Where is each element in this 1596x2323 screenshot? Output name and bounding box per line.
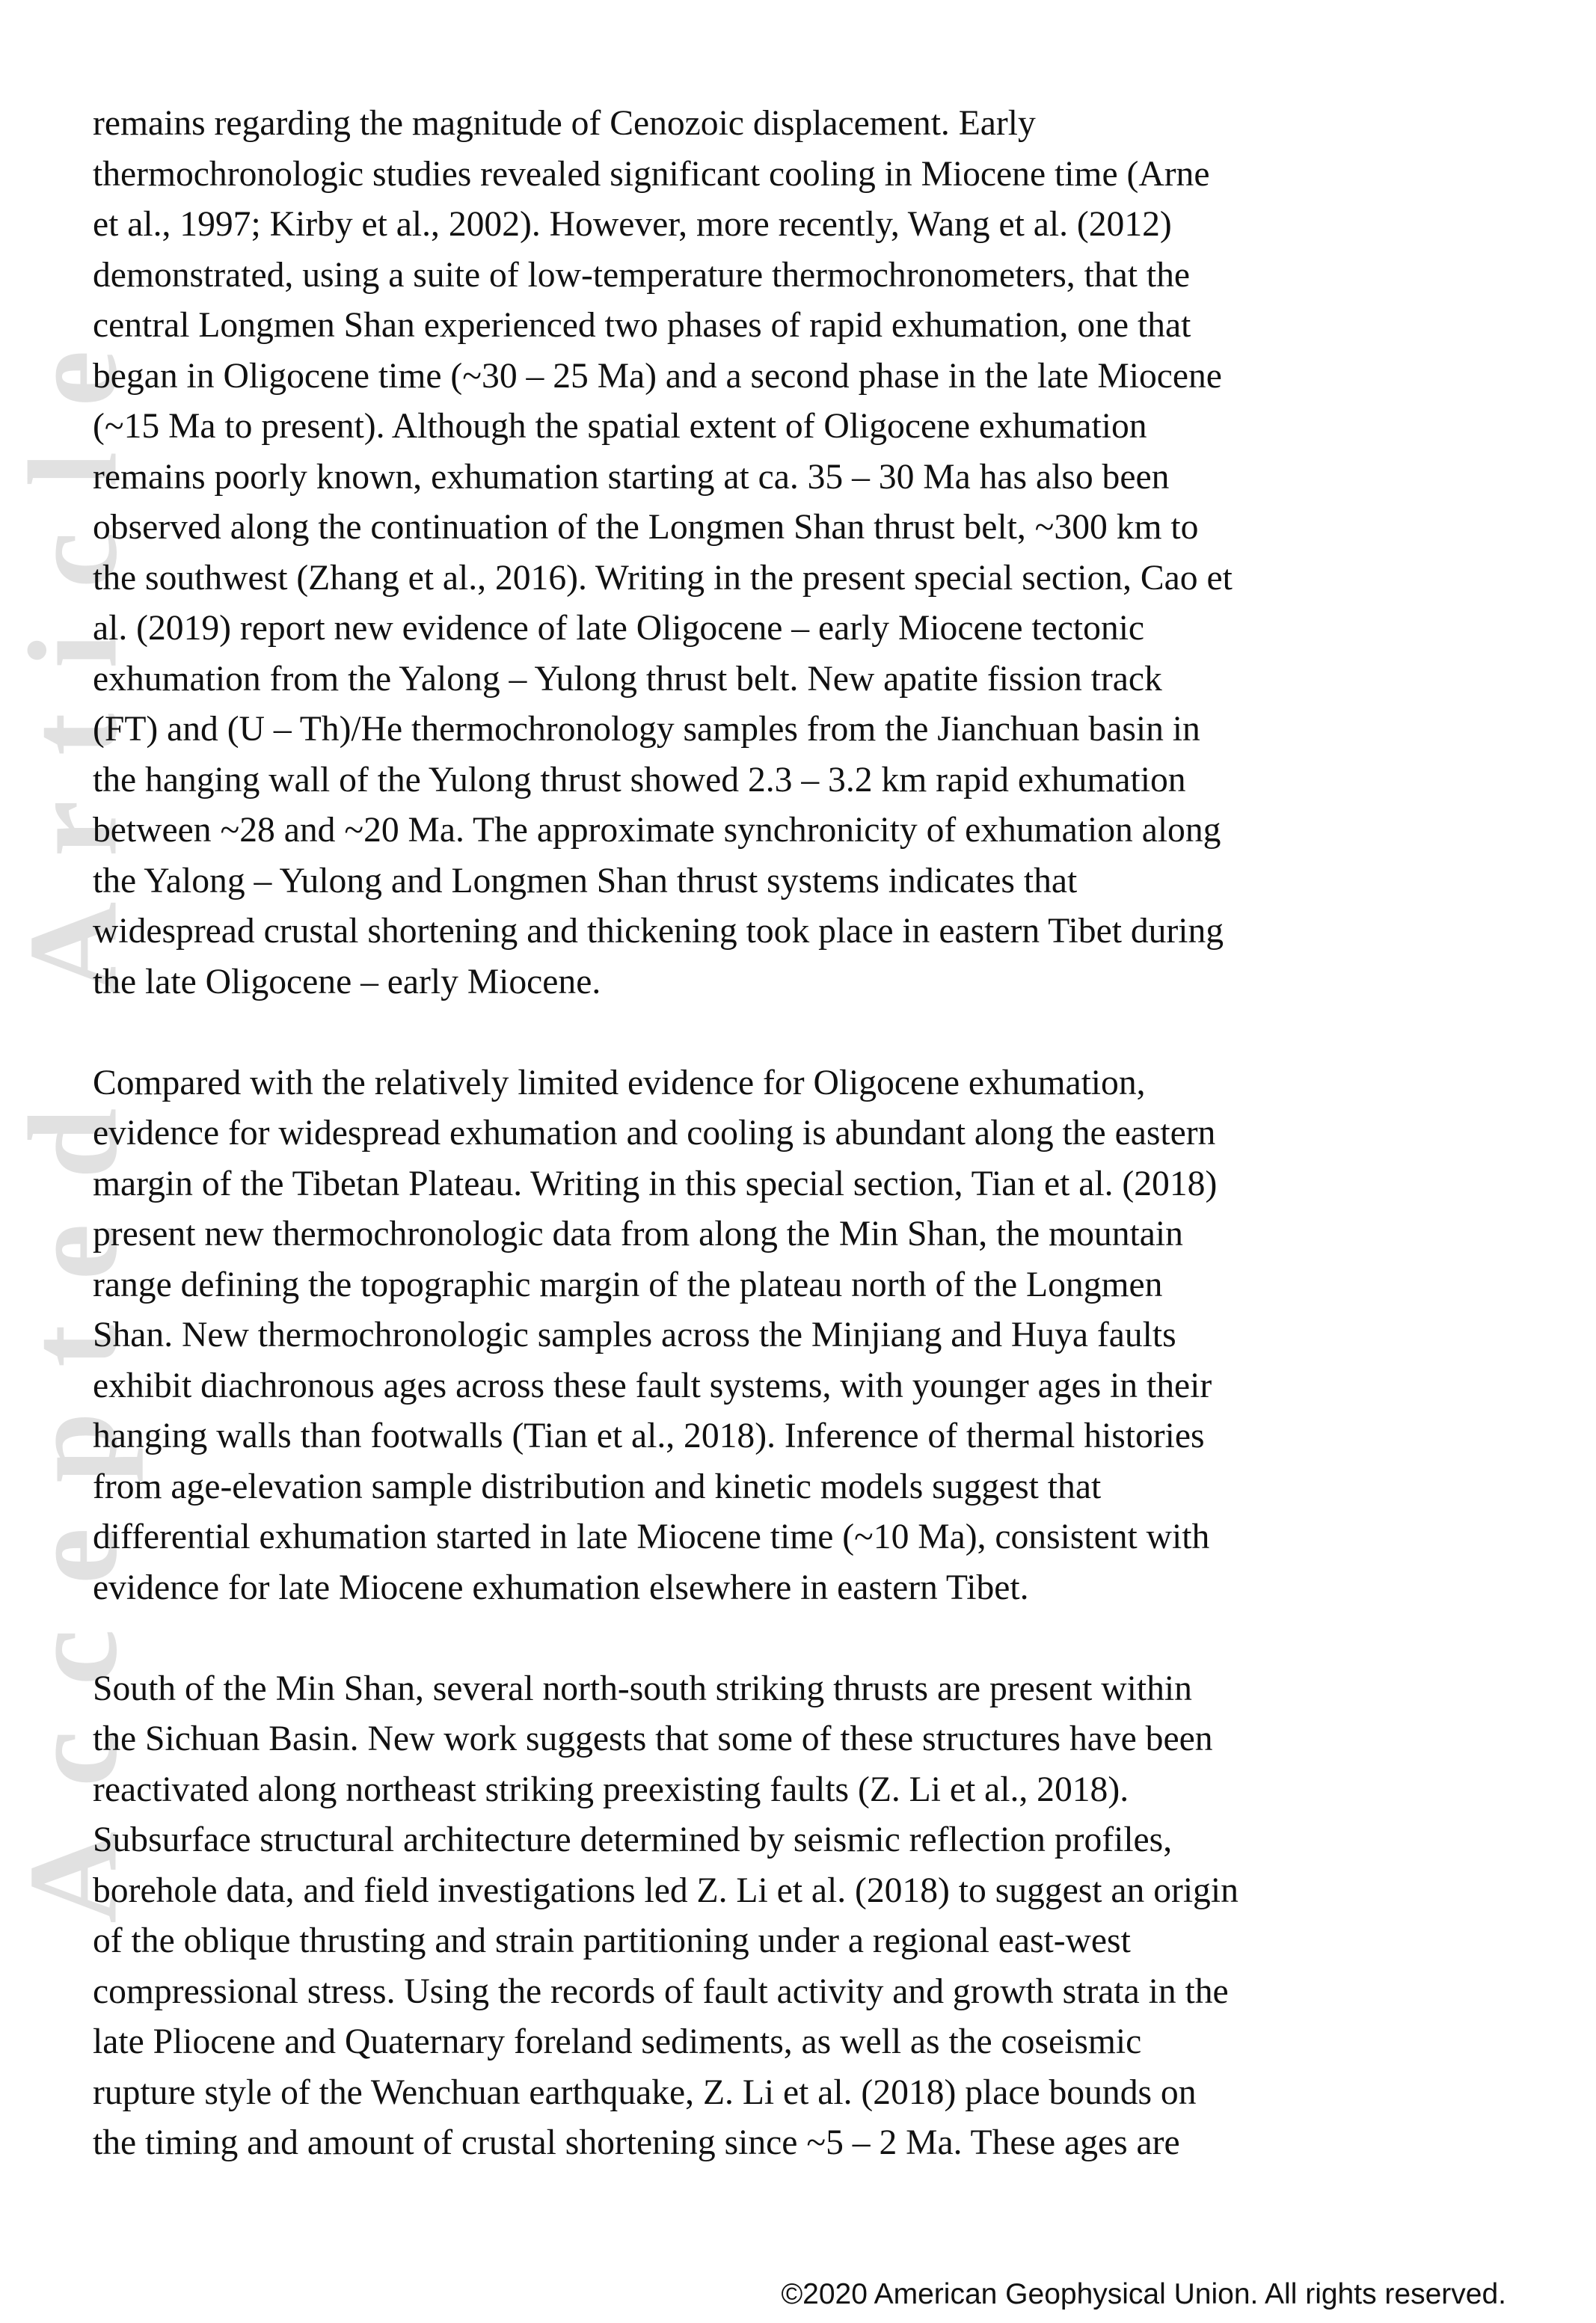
text-line: remains poorly known, exhumation starting at ca. 35 – 30 Ma has also been — [93, 457, 1170, 497]
text-line: borehole data, and field investigations led Z. Li et al. (2018) to suggest an origin — [93, 1871, 1239, 1910]
text-line: began in Oligocene time (~30 – 25 Ma) and a second phase in the late Miocene — [93, 356, 1222, 396]
text-line: evidence for late Miocene exhumation elsewhere in eastern Tibet. — [93, 1568, 1029, 1607]
text-line: the hanging wall of the Yulong thrust showed 2.3 – 3.2 km rapid exhumation — [93, 760, 1186, 800]
text-line: central Longmen Shan experienced two phases of rapid exhumation, one that — [93, 306, 1191, 345]
text-line: hanging walls than footwalls (Tian et al., 2018). Inference of thermal histories — [93, 1417, 1205, 1455]
paragraph-gap — [93, 1613, 1514, 1664]
text-line: thermochronologic studies revealed significant cooling in Miocene time (Arne — [93, 154, 1210, 194]
text-line: the southwest (Zhang et al., 2016). Writing in the present special section, Cao et — [93, 558, 1233, 598]
text-line: differential exhumation started in late Miocene time (~10 Ma), consistent with — [93, 1518, 1210, 1556]
text-line: exhumation from the Yalong – Yulong thrust belt. New apatite fission track — [93, 659, 1162, 699]
text-line: the timing and amount of crustal shortening since ~5 – 2 Ma. These ages are — [93, 2123, 1180, 2162]
text-line: late Pliocene and Quaternary foreland sediments, as well as the coseismic — [93, 2022, 1142, 2061]
text-line: the Sichuan Basin. New work suggests that some of these structures have been — [93, 1719, 1213, 1758]
text-line: between ~28 and ~20 Ma. The approximate synchronicity of exhumation along — [93, 811, 1221, 850]
paragraph-3 — [93, 1664, 1514, 2169]
text-line: al. (2019) report new evidence of late Oligocene – early Miocene tectonic — [93, 609, 1145, 648]
text-line: reactivated along northeast striking preexisting faults (Z. Li et al., 2018). — [93, 1770, 1129, 1809]
text-line: the late Oligocene – early Miocene. — [93, 962, 601, 1001]
paragraph-1 — [93, 99, 1514, 1007]
paragraph-2 — [93, 1058, 1514, 1614]
text-line: present new thermochronologic data from along the Min Shan, the mountain — [93, 1215, 1183, 1253]
text-line: the Yalong – Yulong and Longmen Shan thrust systems indicates that — [93, 861, 1078, 900]
text-line: range defining the topographic margin of the plateau north of the Longmen — [93, 1265, 1163, 1304]
text-line: et al., 1997; Kirby et al., 2002). However, more recently, Wang et al. (2012) — [93, 205, 1172, 244]
text-line: evidence for widespread exhumation and cooling is abundant along the eastern — [93, 1114, 1216, 1153]
copyright-footer: ©2020 American Geophysical Union. All rights reserved. — [781, 2278, 1506, 2310]
text-line: widespread crustal shortening and thickening took place in eastern Tibet during — [93, 912, 1224, 951]
text-line: (~15 Ma to present). Although the spatial extent of Oligocene exhumation — [93, 407, 1147, 446]
text-line: Subsurface structural architecture determined by seismic reflection profiles, — [93, 1820, 1173, 1859]
text-line: margin of the Tibetan Plateau. Writing in this special section, Tian et al. (2018) — [93, 1164, 1218, 1203]
watermark-text: Accepted Article — [2, 305, 144, 1924]
article-body — [93, 99, 1514, 2169]
text-line: rupture style of the Wenchuan earthquake, Z. Li et al. (2018) place bounds on — [93, 2072, 1197, 2112]
text-line: observed along the continuation of the Longmen Shan thrust belt, ~300 km to — [93, 508, 1199, 547]
text-line: from age-elevation sample distribution and kinetic models suggest that — [93, 1467, 1102, 1506]
paragraph-gap — [93, 1007, 1514, 1058]
text-line: remains regarding the magnitude of Cenozoic displacement. Early — [93, 104, 1036, 143]
text-line: of the oblique thrusting and strain partitioning under a regional east-west — [93, 1921, 1131, 1960]
text-line: exhibit diachronous ages across these fault systems, with younger ages in their — [93, 1366, 1212, 1405]
text-line: demonstrated, using a suite of low-temperature thermochronometers, that the — [93, 255, 1191, 295]
text-line: Compared with the relatively limited evidence for Oligocene exhumation, — [93, 1063, 1146, 1102]
text-line: (FT) and (U – Th)/He thermochronology samples from the Jianchuan basin in — [93, 710, 1200, 749]
text-line: South of the Min Shan, several north-south striking thrusts are present within — [93, 1669, 1192, 1708]
text-line: Shan. New thermochronologic samples across the Minjiang and Huya faults — [93, 1316, 1176, 1354]
text-line: compressional stress. Using the records of fault activity and growth strata in the — [93, 1971, 1229, 2011]
